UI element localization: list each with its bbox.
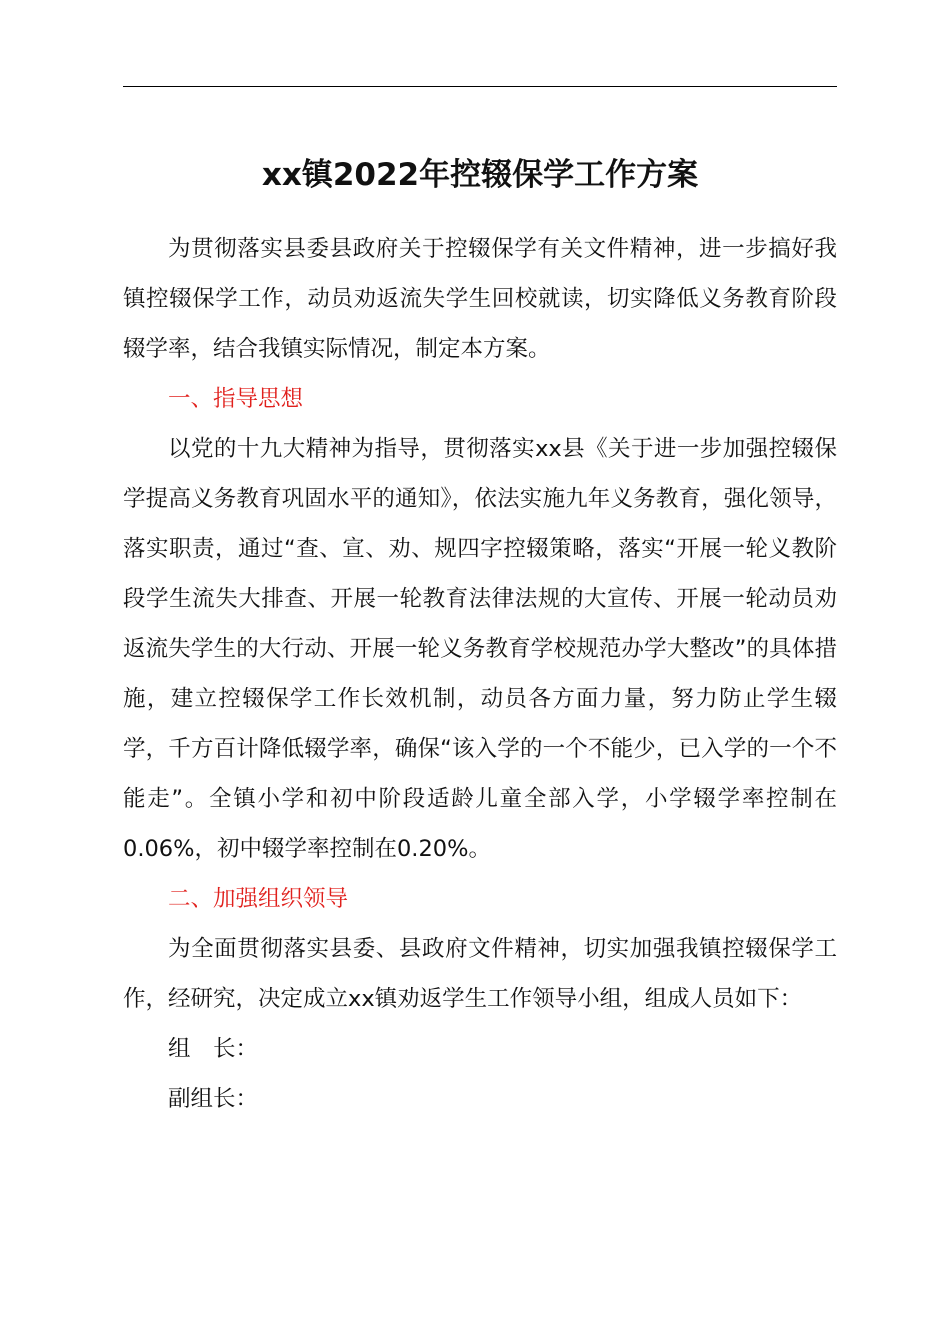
- member-deputy-label: 副组长：: [168, 1086, 259, 1112]
- section-body-guiding-ideology: 以党的十九大精神为指导，贯彻落实xx县《关于进一步加强控辍保学提高义务教育巩固水平的通知》，依法实施九年义务教育，强化领导，落实职责，通过“查、宣、劝、规四字控辍策略，落实“开展一轮义教阶段学生流失大排查、开展一轮教育法律法规的大宣传、开展一轮动员劝返流失学生的大行动、开展一轮义务教育学校规范办学大整改”的具体措施，建立控辍保学工作长效机制，动员各方面力量，努力防止学生辍学，千方百计降低辍学率，确保“该入学的一个不能少，已入学的一个不能走”。全镇小学和初中阶段适龄儿童全部入学，小学辍学率控制在0.06%，初中辍学率控制在0.20%。: [123, 436, 837, 862]
- document-body: [123, 148, 837, 1124]
- header-rule: [123, 86, 837, 87]
- member-leader-label: 组 长：: [168, 1036, 259, 1062]
- section-heading-organization: 二、加强组织领导: [168, 886, 349, 912]
- document-title: xx镇2022年控辍保学工作方案: [261, 157, 699, 193]
- section-heading-guiding-ideology: 一、指导思想: [168, 386, 304, 412]
- section-body-organization: 为全面贯彻落实县委、县政府文件精神，切实加强我镇控辍保学工作，经研究，决定成立xx镇劝返学生工作领导小组，组成人员如下：: [123, 936, 837, 1012]
- intro-paragraph: 为贯彻落实县委县政府关于控辍保学有关文件精神，进一步搞好我镇控辍保学工作，动员劝返流失学生回校就读，切实降低义务教育阶段辍学率，结合我镇实际情况，制定本方案。: [123, 236, 837, 362]
